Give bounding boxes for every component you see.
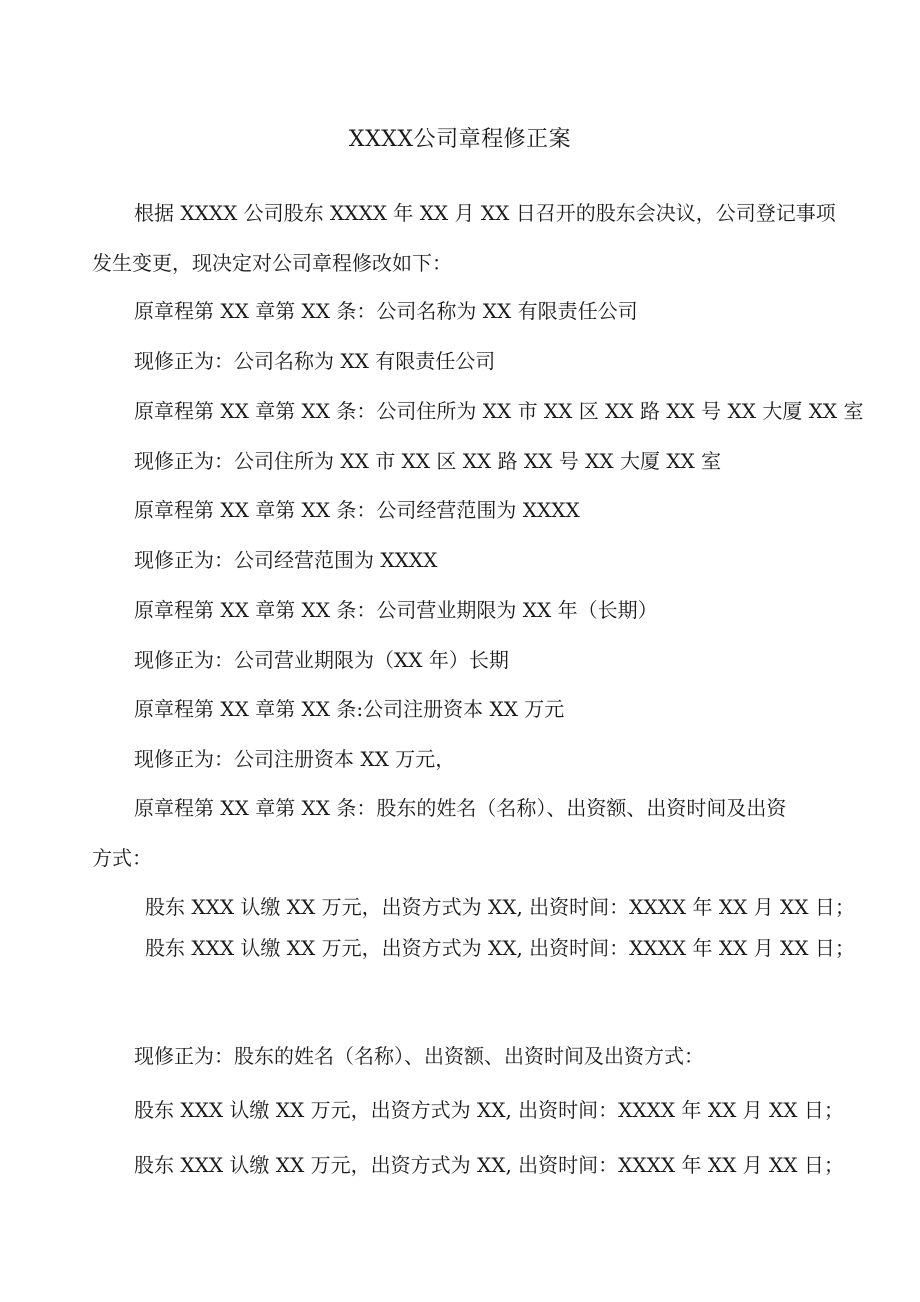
amendment-item: 原章程第 XX 章第 XX 条：公司营业期限为 XX 年（长期） <box>134 598 658 622</box>
document-title: XXXX公司章程修正案 <box>348 127 572 152</box>
shareholder-original-line-1: 原章程第 XX 章第 XX 条：股东的姓名（名称）、出资额、出资时间及出资 <box>134 796 787 820</box>
shareholder-new-heading: 现修正为：股东的姓名（名称）、出资额、出资时间及出资方式： <box>134 1044 704 1068</box>
original-shareholder-line: 股东 XXX 认缴 XX 万元，出资方式为 XX, 出资时间：XXXX 年 XX 月 XX 日； <box>145 936 855 960</box>
intro-paragraph <box>92 188 836 288</box>
amendment-item: 原章程第 XX 章第 XX 条：公司名称为 XX 有限责任公司 <box>134 299 638 323</box>
amendment-item: 现修正为：公司营业期限为（XX 年）长期 <box>134 648 509 672</box>
intro-line-2: 发生变更，现决定对公司章程修改如下： <box>92 251 452 275</box>
amendment-item: 原章程第 XX 章第 XX 条：公司经营范围为 XXXX <box>134 498 580 522</box>
amendment-item: 现修正为：公司住所为 XX 市 XX 区 XX 路 XX 号 XX 大厦 XX 室 <box>134 449 722 473</box>
new-shareholder-line: 股东 XXX 认缴 XX 万元，出资方式为 XX, 出资时间：XXXX 年 XX 月 XX 日； <box>134 1098 844 1122</box>
amendment-item: 原章程第 XX 章第 XX 条：公司住所为 XX 市 XX 区 XX 路 XX 号 XX 大厦 XX 室 <box>134 399 864 423</box>
intro-line-1: 根据 XXXX 公司股东 XXXX 年 XX 月 XX 日召开的股东会决议，公司登记事项 <box>134 201 836 225</box>
amendment-item: 现修正为：公司注册资本 XX 万元， <box>134 747 456 771</box>
amendment-item: 现修正为：公司经营范围为 XXXX <box>134 548 438 572</box>
amendment-item: 原章程第 XX 章第 XX 条:公司注册资本 XX 万元 <box>134 697 565 721</box>
shareholder-original-paragraph <box>92 783 828 883</box>
original-shareholder-line: 股东 XXX 认缴 XX 万元，出资方式为 XX, 出资时间：XXXX 年 XX 月 XX 日； <box>145 895 855 919</box>
shareholder-original-line-2: 方式： <box>92 846 152 870</box>
amendment-item: 现修正为：公司名称为 XX 有限责任公司 <box>134 349 496 373</box>
new-shareholder-line: 股东 XXX 认缴 XX 万元，出资方式为 XX, 出资时间：XXXX 年 XX 月 XX 日； <box>134 1153 844 1177</box>
